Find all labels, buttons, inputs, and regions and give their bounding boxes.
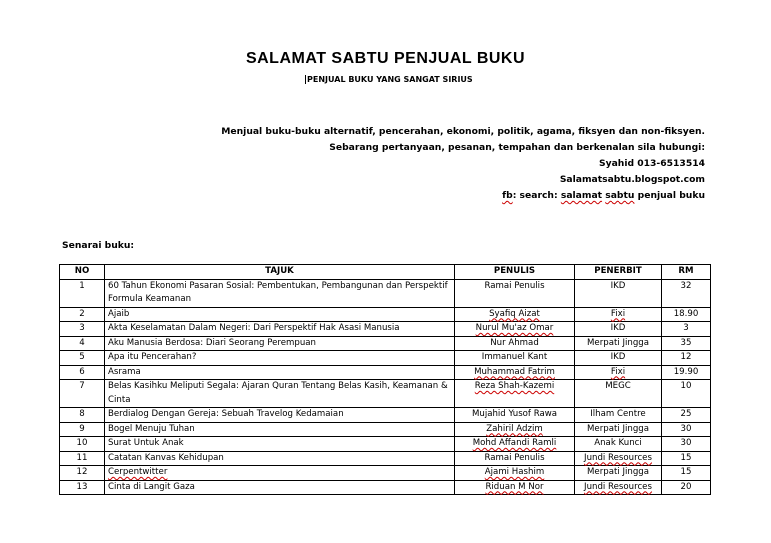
- fb-label: fb: [502, 190, 513, 201]
- penulis-text: Ajami Hashim: [484, 467, 545, 477]
- header-no: NO: [60, 265, 105, 280]
- table-row: [60, 466, 711, 481]
- table-row: [60, 437, 711, 452]
- contact-line-facebook: [221, 188, 705, 204]
- contact-line-inquiry: Sebarang pertanyaan, pesanan, tempahan dan berkenalan sila hubungi:: [329, 142, 705, 153]
- cell-penulis: [455, 466, 575, 481]
- cell-rm: 12: [662, 351, 711, 366]
- cell-no: 11: [60, 451, 105, 466]
- cell-tajuk: Aku Manusia Berdosa: Diari Seorang Perempuan: [105, 336, 455, 351]
- table-row: [60, 351, 711, 366]
- cell-rm: 30: [662, 437, 711, 452]
- cell-penerbit: [575, 480, 662, 495]
- cell-tajuk: Apa itu Pencerahan?: [105, 351, 455, 366]
- table-row: [60, 307, 711, 322]
- cell-no: 4: [60, 336, 105, 351]
- penulis-text: Riduan M Nor: [485, 481, 544, 492]
- cell-tajuk: Akta Keselamatan Dalam Negeri: Dari Perspektif Hak Asasi Manusia: [105, 322, 455, 337]
- cell-rm: 19.90: [662, 365, 711, 380]
- fb-query-word-2: sabtu: [605, 190, 635, 201]
- cell-tajuk: Ajaib: [105, 307, 455, 322]
- cell-penerbit: Anak Kunci: [575, 437, 662, 452]
- cell-no: 2: [60, 307, 105, 322]
- cell-no: 13: [60, 480, 105, 495]
- table-row: [60, 451, 711, 466]
- cell-tajuk: Belas Kasihku Meliputi Segala: Ajaran Quran Tentang Belas Kasih, Keamanan & Cinta: [105, 380, 455, 408]
- fb-query-word-3: penjual buku: [637, 190, 705, 201]
- table-row: [60, 408, 711, 423]
- table-row: [60, 322, 711, 337]
- contact-line-blog: Salamatsabtu.blogspot.com: [559, 174, 705, 185]
- cell-no: 1: [60, 279, 105, 307]
- cell-tajuk: [105, 466, 455, 481]
- cell-tajuk: Catatan Kanvas Kehidupan: [105, 451, 455, 466]
- penerbit-text: Fixi: [610, 308, 626, 319]
- cell-penulis: [455, 480, 575, 495]
- cell-penerbit: IKD: [575, 279, 662, 307]
- cell-penerbit: MEGC: [575, 380, 662, 408]
- cell-rm: 3: [662, 322, 711, 337]
- penulis-text: Muhammad Fatrim: [474, 366, 555, 377]
- cell-no: 5: [60, 351, 105, 366]
- cell-rm: 10: [662, 380, 711, 408]
- penerbit-text: Jundi Resources: [584, 481, 652, 492]
- header-tajuk: TAJUK: [105, 265, 455, 280]
- penerbit-text: Fixi: [610, 366, 626, 377]
- table-header-row: [60, 265, 711, 280]
- book-table: [59, 264, 711, 495]
- cell-penulis: Immanuel Kant: [455, 351, 575, 366]
- table-row: [60, 480, 711, 495]
- cell-no: 6: [60, 365, 105, 380]
- contact-block: [221, 124, 705, 204]
- cell-penulis: [455, 422, 575, 437]
- cell-no: 8: [60, 408, 105, 423]
- cell-penerbit: [575, 451, 662, 466]
- penerbit-text: Jundi Resources: [584, 452, 652, 463]
- cell-no: 10: [60, 437, 105, 452]
- page-subtitle: PENJUAL BUKU YANG SANGAT SIRIUS: [307, 75, 473, 84]
- cell-rm: 35: [662, 336, 711, 351]
- fb-query-word-1: salamat: [560, 190, 603, 201]
- cell-penulis: Mujahid Yusof Rawa: [455, 408, 575, 423]
- cell-penulis: Ramai Penulis: [455, 279, 575, 307]
- cell-no: 7: [60, 380, 105, 408]
- table-row: [60, 279, 711, 307]
- cell-penerbit: IKD: [575, 322, 662, 337]
- cell-tajuk: Cinta di Langit Gaza: [105, 480, 455, 495]
- header-penulis: PENULIS: [455, 265, 575, 280]
- tajuk-text: Cerpentwitter: [108, 467, 168, 477]
- cell-penerbit: Merpati Jingga: [575, 336, 662, 351]
- header-penerbit: PENERBIT: [575, 265, 662, 280]
- cell-tajuk: Berdialog Dengan Gereja: Sebuah Travelog Kedamaian: [105, 408, 455, 423]
- cell-no: 9: [60, 422, 105, 437]
- cell-rm: 18.90: [662, 307, 711, 322]
- penulis-text: Mohd Affandi Ramli: [472, 438, 557, 448]
- cell-penulis: [455, 307, 575, 322]
- penulis-text: Nurul Mu'az Omar: [475, 323, 554, 333]
- contact-line-description: Menjual buku-buku alternatif, pencerahan, ekonomi, politik, agama, fiksyen dan non-fiksyen.: [221, 126, 705, 137]
- cell-penerbit: [575, 365, 662, 380]
- cell-tajuk: Asrama: [105, 365, 455, 380]
- penulis-text: Zahiril Adzim: [486, 423, 543, 434]
- cell-rm: 25: [662, 408, 711, 423]
- page-title: SALAMAT SABTU PENJUAL BUKU: [245, 50, 526, 67]
- cell-tajuk: 60 Tahun Ekonomi Pasaran Sosial: Pembentukan, Pembangunan dan Perspektif Formula Keamanan: [105, 279, 455, 307]
- table-row: [60, 422, 711, 437]
- cell-penerbit: Merpati Jingga: [575, 466, 662, 481]
- cell-penulis: [455, 380, 575, 408]
- book-list-label: Senarai buku:: [62, 240, 135, 251]
- cell-tajuk: Surat Untuk Anak: [105, 437, 455, 452]
- contact-line-phone: Syahid 013-6513514: [598, 158, 705, 169]
- header-rm: RM: [662, 265, 711, 280]
- table-row: [60, 365, 711, 380]
- cell-penulis: [455, 365, 575, 380]
- cell-rm: 15: [662, 451, 711, 466]
- cell-penerbit: IKD: [575, 351, 662, 366]
- cell-penerbit: Merpati Jingga: [575, 422, 662, 437]
- penulis-text: Syafiq Aizat: [489, 308, 540, 319]
- cell-no: 3: [60, 322, 105, 337]
- cell-penulis: [455, 437, 575, 452]
- table-row: [60, 336, 711, 351]
- cell-penulis: [455, 322, 575, 337]
- cell-penulis: Ramai Penulis: [455, 451, 575, 466]
- cell-tajuk: Bogel Menuju Tuhan: [105, 422, 455, 437]
- cell-rm: 15: [662, 466, 711, 481]
- penulis-text: Reza Shah-Kazemi: [474, 381, 555, 391]
- cell-rm: 20: [662, 480, 711, 495]
- cell-rm: 32: [662, 279, 711, 307]
- table-row: [60, 380, 711, 408]
- cell-penerbit: [575, 307, 662, 322]
- fb-search-label: : search:: [512, 190, 561, 201]
- cell-rm: 30: [662, 422, 711, 437]
- cell-penerbit: Ilham Centre: [575, 408, 662, 423]
- cell-no: 12: [60, 466, 105, 481]
- cell-penulis: Nur Ahmad: [455, 336, 575, 351]
